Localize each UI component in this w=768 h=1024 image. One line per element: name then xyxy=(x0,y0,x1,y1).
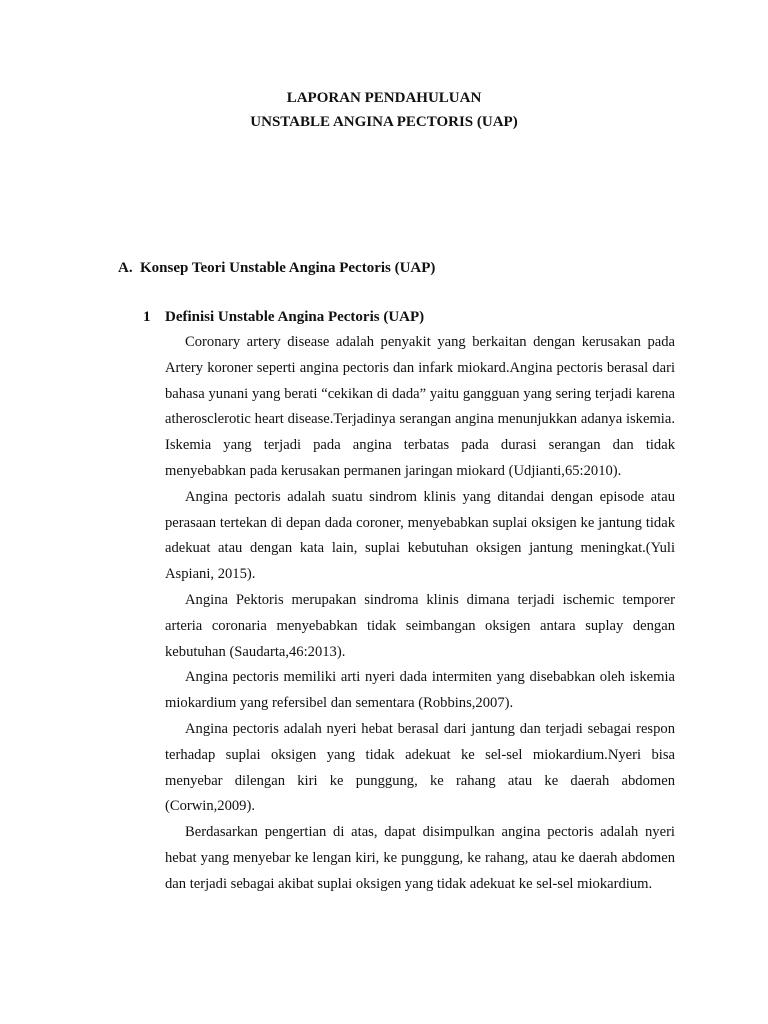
body-text xyxy=(165,330,675,898)
section-heading xyxy=(118,258,435,278)
paragraph-4: Angina pectoris memiliki arti nyeri dada intermiten yang disebabkan oleh iskemia miokardium yang refersibel dan sementara (Robbins,2007). xyxy=(165,669,675,712)
paragraph-5: Angina pectoris adalah nyeri hebat berasal dari jantung dan terjadi sebagai respon terhadap suplai oksigen yang tidak adekuat ke sel-sel miokardium.Nyeri bisa menyebar dilengan kiri ke punggung, ke rahang atau ke daerah abdomen (Corwin,2009). xyxy=(165,720,675,815)
section-marker: A. xyxy=(118,260,133,276)
subsection-marker: 1 xyxy=(143,309,151,325)
subsection-heading xyxy=(143,307,424,327)
section-heading-text: Konsep Teori Unstable Angina Pectoris (UAP) xyxy=(140,260,436,276)
paragraph-2: Angina pectoris adalah suatu sindrom klinis yang ditandai dengan episode atau perasaan tertekan di depan dada coroner, menyebabkan suplai oksigen ke jantung tidak adekuat atau dengan kata lain, suplai kebutuhan oksigen jantung meningkat.(Yuli Aspiani, 2015). xyxy=(165,488,675,583)
document-title-line-2: UNSTABLE ANGINA PECTORIS (UAP) xyxy=(250,114,518,130)
paragraph-3: Angina Pektoris merupakan sindroma klinis dimana terjadi ischemic temporer arteria coronaria menyebabkan tidak seimbangan oksigen antara suplay dengan kebutuhan (Saudarta,46:2013). xyxy=(165,591,675,660)
paragraph-6: Berdasarkan pengertian di atas, dapat disimpulkan angina pectoris adalah nyeri hebat yang menyebar ke lengan kiri, ke punggung, ke rahang, atau ke daerah abdomen dan terjadi sebagai akibat suplai oksigen yang tidak adekuat ke sel-sel miokardium. xyxy=(165,824,675,892)
subsection-heading-text: Definisi Unstable Angina Pectoris (UAP) xyxy=(165,309,425,325)
document-title-line-1: LAPORAN PENDAHULUAN xyxy=(286,90,482,106)
paragraph-1: Coronary artery disease adalah penyakit yang berkaitan dengan kerusakan pada Artery koroner seperti angina pectoris dan infark miokard.Angina pectoris berasal dari bahasa yunani yang berati “cekikan di dada” yaitu gangguan yang sering terjadi karena atherosclerotic heart disease.Terjadinya serangan angina menunjukkan adanya iskemia. Iskemia yang terjadi pada angina terbatas pada durasi serangan dan tidak menyebabkan pada kerusakan permanen jaringan miokard (Udjianti,65:2010). xyxy=(165,334,675,479)
